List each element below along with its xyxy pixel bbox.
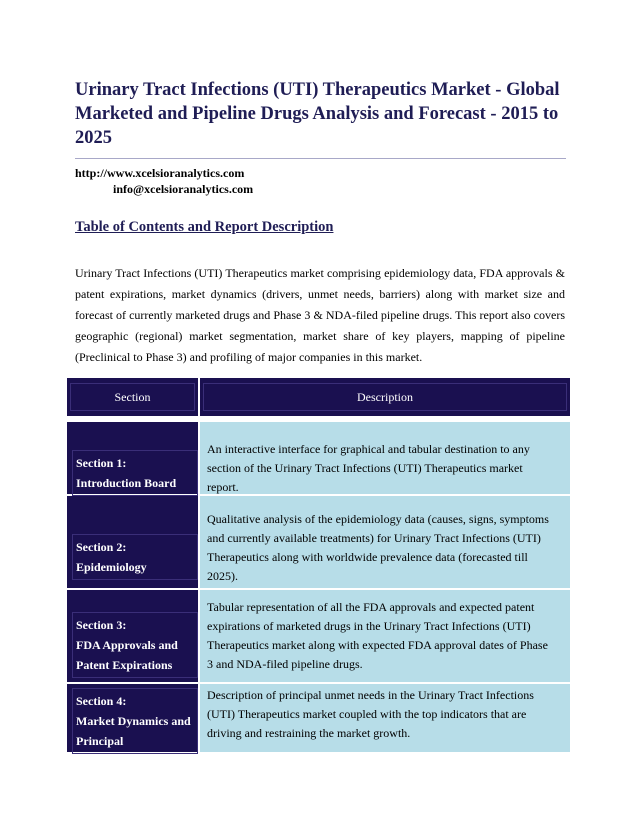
header-description-label: Description — [357, 389, 413, 404]
table-header-row — [67, 378, 570, 418]
title-divider — [75, 158, 566, 159]
toc-heading: Table of Contents and Report Description — [75, 219, 334, 235]
toc-table — [67, 378, 570, 754]
section-number: Section 3: — [76, 618, 127, 632]
header-section-label: Section — [114, 389, 151, 404]
section-description: Tabular representation of all the FDA approvals and expected patent expirations of marketed drugs in the Urinary Tract Infections (UTI) Therapeutics market along with expected FDA approval dates of Phase 3 and NDA-filed pipeline drugs. — [200, 590, 570, 682]
section-number: Section 2: — [76, 540, 127, 554]
section-description: An interactive interface for graphical and tabular destination to any section of the Urinary Tract Infections (UTI) Therapeutics market report. — [200, 422, 570, 494]
header-description-cell — [200, 378, 570, 416]
table-row — [67, 684, 570, 754]
table-row — [67, 496, 570, 590]
section-description: Description of principal unmet needs in the Urinary Tract Infections (UTI) Therapeutics market coupled with the top indicators that are driving and restraining the market growth. — [200, 684, 570, 752]
section-name: Introduction Board — [76, 476, 177, 490]
report-description: Urinary Tract Infections (UTI) Therapeutics market comprising epidemiology data, FDA approvals & patent expirations, market dynamics (drivers, unmet needs, barriers) along with market size and forecast of currently marketed drugs and Phase 3 & NDA-filed pipeline drugs. This report also covers geographic (regional) market segmentation, market share of key players, mapping of pipeline (Preclinical to Phase 3) and profiling of major companies in this market. — [75, 266, 565, 364]
section-number: Section 4: — [76, 694, 127, 708]
header-section-cell — [67, 378, 198, 416]
section-number: Section 1: — [76, 456, 127, 470]
table-row — [67, 422, 570, 496]
contact-email[interactable]: info@xcelsioranalytics.com — [113, 182, 254, 196]
section-name: FDA Approvals and Patent Expirations — [76, 638, 178, 672]
section-description: Qualitative analysis of the epidemiology data (causes, signs, symptoms and currently available treatments) for Urinary Tract Infections (UTI) Therapeutics along with worldwide prevalence data (forecasted till 2025). — [200, 496, 570, 588]
report-title: Urinary Tract Infections (UTI) Therapeutics Market - Global Marketed and Pipeline Drugs Analysis and Forecast - 2015 to 2025 — [75, 80, 560, 148]
table-row — [67, 590, 570, 684]
section-name: Market Dynamics and Principal — [76, 714, 191, 748]
website-link[interactable]: http://www.xcelsioranalytics.com — [75, 166, 245, 180]
section-name: Epidemiology — [76, 560, 147, 574]
